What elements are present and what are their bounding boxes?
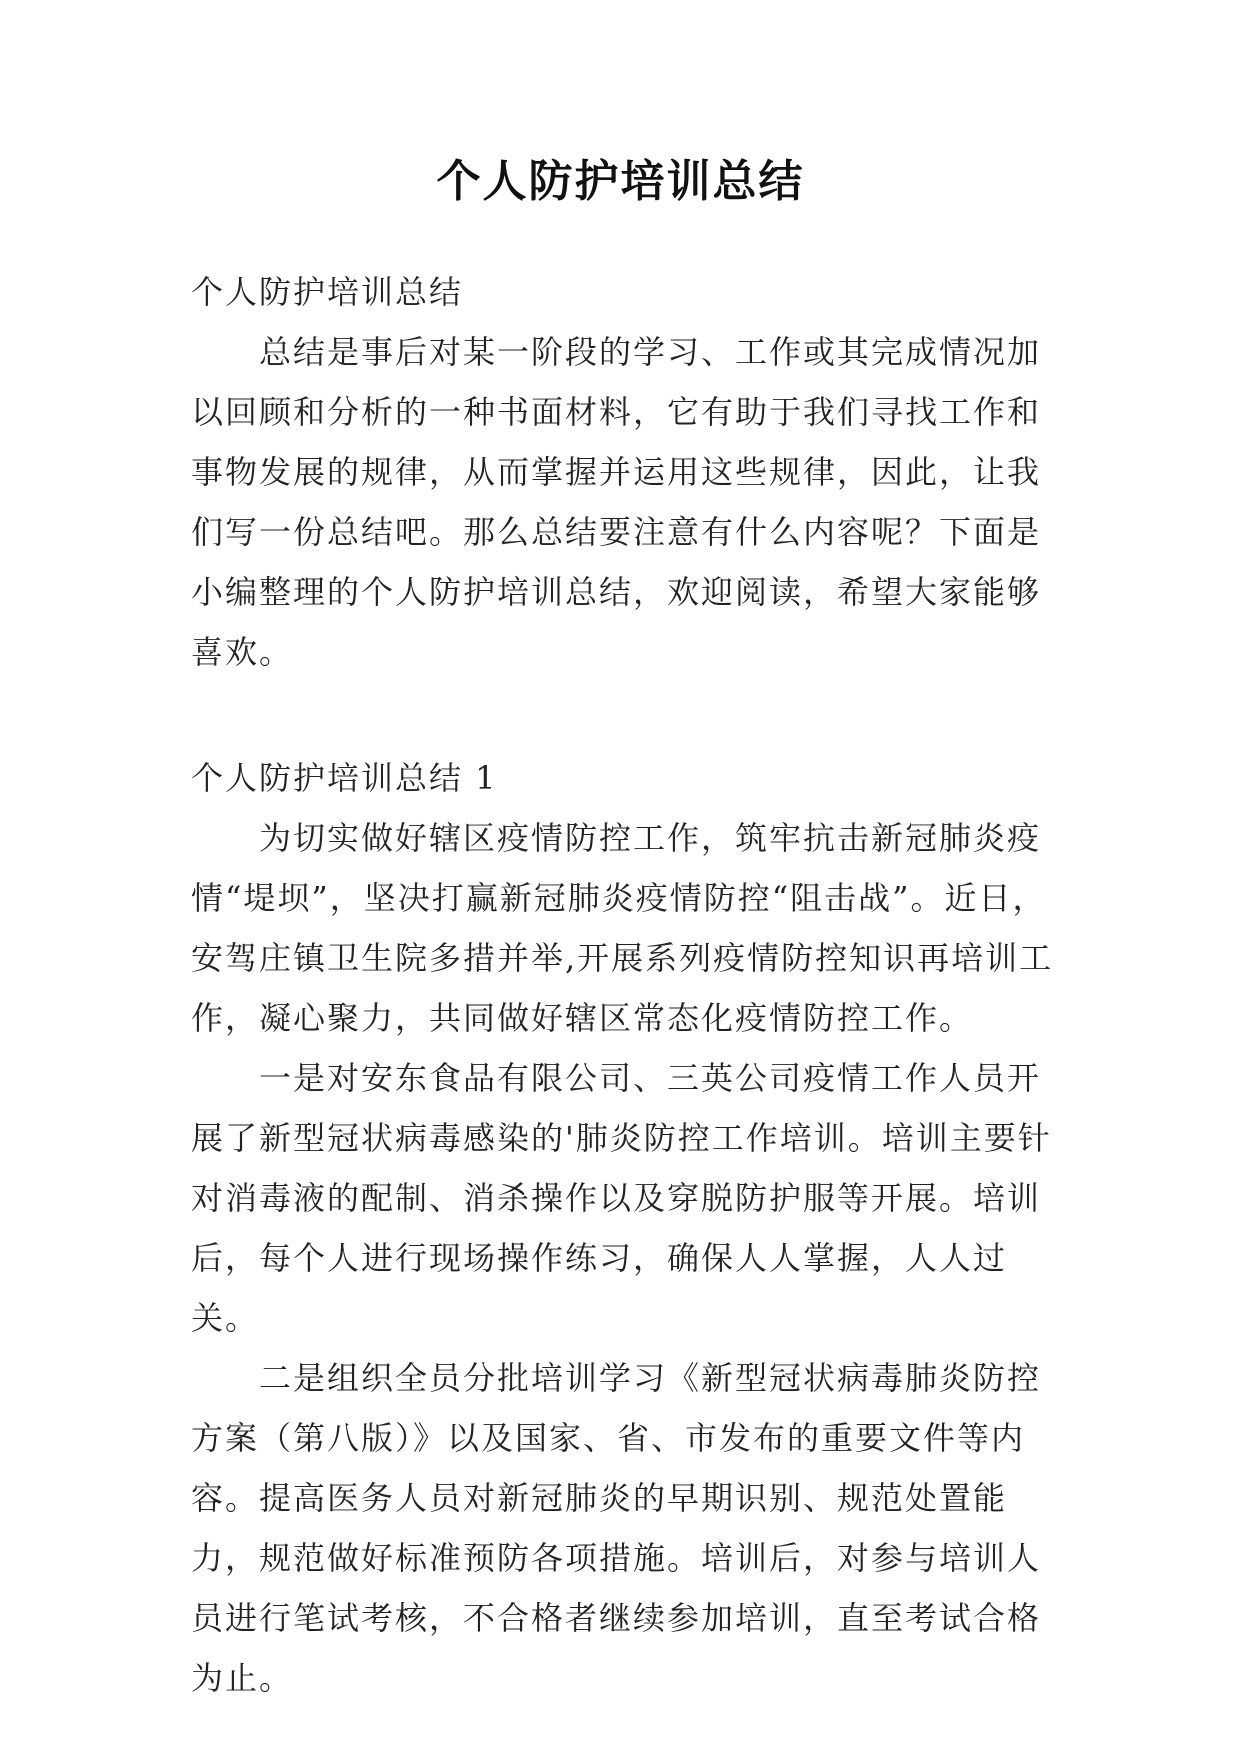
section-1	[191, 748, 1061, 1708]
document-title: 个人防护培训总结	[436, 156, 805, 207]
intro-section	[191, 262, 1061, 682]
intro-paragraph: 总结是事后对某一阶段的学习、工作或其完成情况加以回顾和分析的一种书面材料，它有助于我们寻找工作和事物发展的规律，从而掌握并运用这些规律，因此，让我们写一份总结吧。那么总结要注意有什么内容呢？下面是小编整理的个人防护培训总结，欢迎阅读，希望大家能够喜欢。	[191, 333, 1042, 671]
section-1-paragraph: 为切实做好辖区疫情防控工作，筑牢抗击新冠肺炎疫情“堤坝”，坚决打赢新冠肺炎疫情防控“阻击战”。近日，安驾庄镇卫生院多措并举,开展系列疫情防控知识再培训工作，凝心聚力，共同做好辖区常态化疫情防控工作。	[191, 819, 1054, 1037]
intro-heading: 个人防护培训总结	[191, 273, 464, 311]
section-1-paragraph: 一是对安东食品有限公司、三英公司疫情工作人员开展了新型冠状病毒感染的'肺炎防控工作培训。培训主要针对消毒液的配制、消杀操作以及穿脱防护服等开展。培训后，每个人进行现场操作练习，确保人人掌握，人人过关。	[191, 1059, 1052, 1337]
section-1-paragraph: 二是组织全员分批培训学习《新型冠状病毒肺炎防控方案（第八版）》以及国家、省、市发布的重要文件等内容。提高医务人员对新冠肺炎的早期识别、规范处置能力，规范做好标准预防各项措施。培训后，对参与培训人员进行笔试考核，不合格者继续参加培训，直至考试合格为止。	[191, 1359, 1042, 1697]
section-1-heading: 个人防护培训总结 1	[191, 759, 498, 797]
